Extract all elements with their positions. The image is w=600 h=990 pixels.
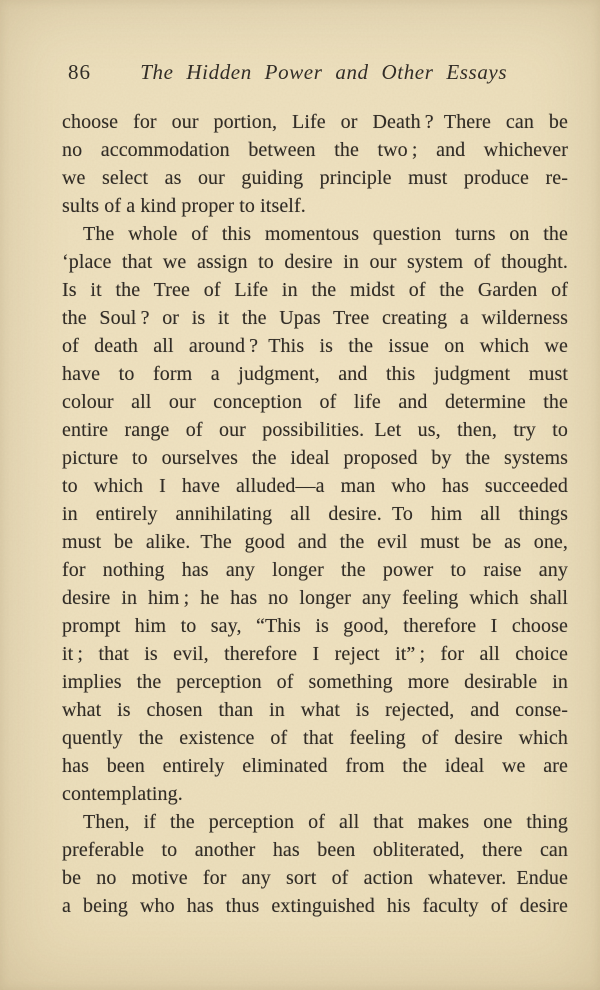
text-line: in entirely annihilating all desire. To him all things — [62, 503, 568, 525]
text-line: of death all around ? This is the issue on which we — [62, 335, 568, 357]
page-header — [62, 57, 567, 87]
text-line: be no motive for any sort of action whatever. Endue — [62, 867, 568, 889]
body-text — [62, 108, 568, 920]
text-line: preferable to another has been obliterated, there can — [62, 839, 568, 861]
text-line: Is it the Tree of Life in the midst of the Garden of — [62, 279, 568, 301]
text-line: has been entirely eliminated from the ideal we are — [62, 755, 568, 777]
text-line: contemplating. — [62, 783, 183, 805]
page-number: 86 — [68, 60, 91, 84]
text-line: ‘place that we assign to desire in our system of thought. — [62, 251, 568, 273]
text-line: quently the existence of that feeling of desire which — [62, 727, 568, 749]
text-line: prompt him to say, “This is good, therefore I choose — [62, 615, 568, 637]
text-line: colour all our conception of life and determine the — [62, 391, 568, 413]
text-line: for nothing has any longer the power to raise any — [62, 559, 568, 581]
text-line: to which I have alluded—a man who has succeeded — [62, 475, 568, 497]
text-line: The whole of this momentous question turns on the — [83, 223, 568, 245]
text-line: have to form a judgment, and this judgment must — [62, 363, 568, 385]
text-line: Then, if the perception of all that makes one thing — [83, 811, 568, 833]
text-line: no accommodation between the two ; and whichever — [62, 139, 568, 161]
text-line: a being who has thus extinguished his faculty of desire — [62, 895, 568, 917]
text-line: entire range of our possibilities. Let us, then, try to — [62, 419, 568, 441]
text-line: it ; that is evil, therefore I reject it” ; for all choice — [62, 643, 568, 665]
text-line: picture to ourselves the ideal proposed by the systems — [62, 447, 568, 469]
text-line: must be alike. The good and the evil must be as one, — [62, 531, 568, 553]
running-title: The Hidden Power and Other Essays — [140, 60, 508, 84]
text-line: implies the perception of something more desirable in — [62, 671, 568, 693]
text-line: sults of a kind proper to itself. — [62, 195, 306, 217]
text-line: the Soul ? or is it the Upas Tree creating a wilderness — [62, 307, 568, 329]
text-line: we select as our guiding principle must produce re- — [62, 167, 568, 189]
text-line: choose for our portion, Life or Death ? There can be — [62, 111, 568, 133]
text-line: what is chosen than in what is rejected, and conse- — [62, 699, 568, 721]
text-line: desire in him ; he has no longer any feeling which shall — [62, 587, 568, 609]
